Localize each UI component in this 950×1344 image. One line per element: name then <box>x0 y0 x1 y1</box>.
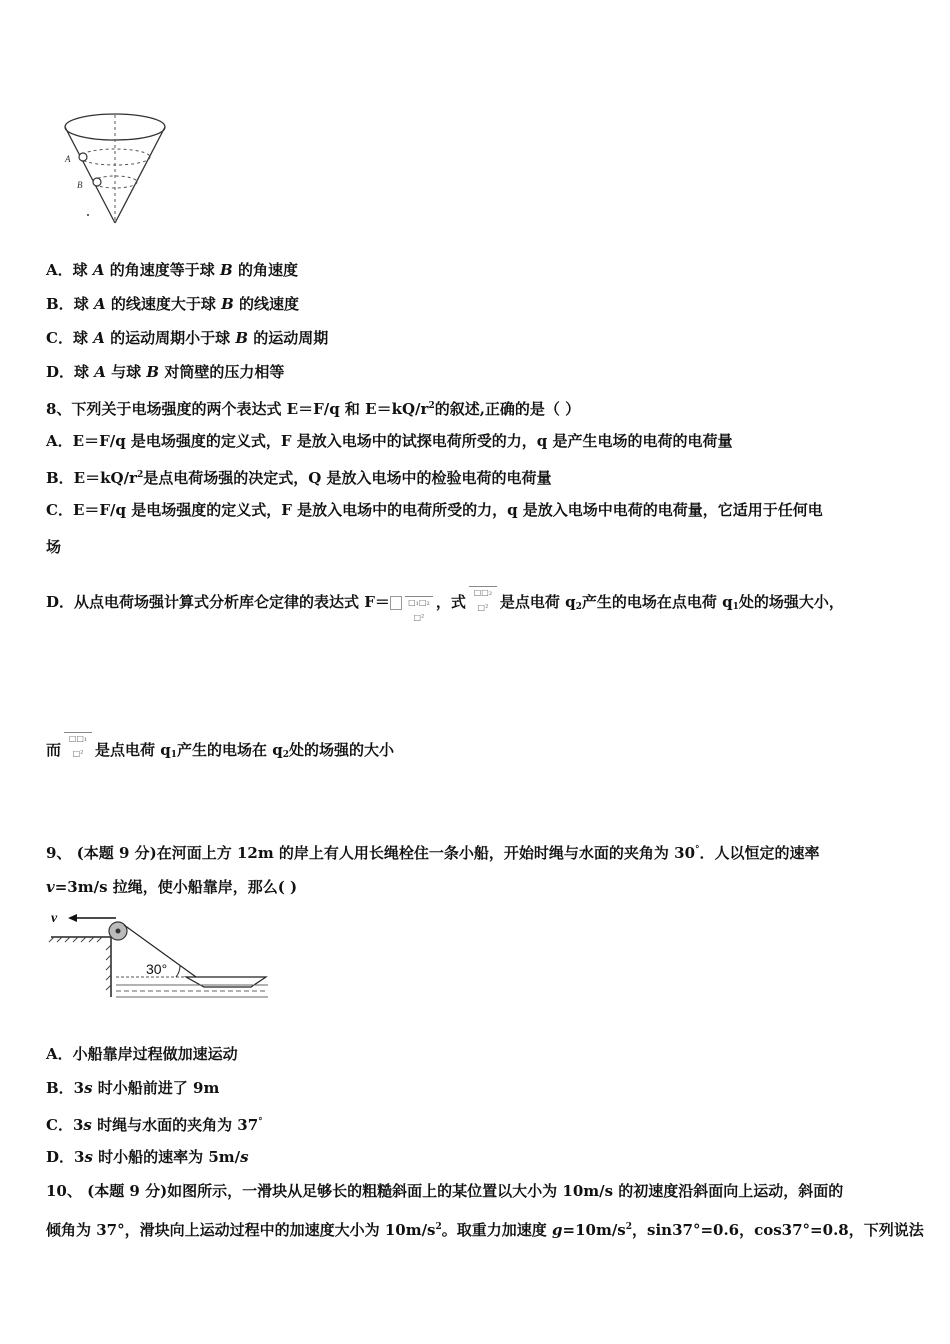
ball-a-label: A <box>65 154 71 164</box>
q8-option-b: B．$E=kQ/r^2$是点电荷场强的决定式，Q 是放入电场中的检验电荷的电荷量 <box>46 469 552 487</box>
fraction-field-q1: □□₁ □² <box>61 719 95 759</box>
q9-option-d: D．3s 时小船的速率为 5m/s <box>46 1148 249 1166</box>
q9-option-a: A．小船靠岸过程做加速运动 <box>46 1045 238 1063</box>
cone-figure <box>55 105 175 230</box>
q9-option-b: B．3s 时小船前进了 9m <box>46 1079 220 1097</box>
velocity-label: v <box>51 911 58 926</box>
q9-option-c: C．3s 时绳与水面的夹角为 37° <box>46 1116 263 1134</box>
q10-stem-line1: 10、 (本题 9 分)如图所示，一滑块从足够长的粗糙斜面上的某位置以大小为 10m/s 的初速度沿斜面向上运动，斜面的 <box>46 1182 844 1200</box>
q9-stem-line1: 9、 (本题 9 分)在河面上方 12m 的岸上有人用长绳栓住一条小船，开始时绳与水面的夹角为 30°．人以恒定的速率 <box>46 844 820 862</box>
q8-stem: 8、下列关于电场强度的两个表达式 E＝F/q 和 $E=kQ/r^2$的叙述,正确的是（ ） <box>46 400 581 418</box>
q7-option-a: A．球 A 的角速度等于球 B 的角速度 <box>46 261 298 279</box>
q8-option-d-line1: D．从点电荷场强计算式分析库仑定律的表达式 F＝ □₁□₂ □² ，式 □□₂ □² 是点电荷 $q_2$产生的电场在点电荷 $q_1$处的场强大小， <box>46 582 844 627</box>
q8-option-a: A．E＝F/q 是电场强度的定义式，F 是放入电场中的试探电荷所受的力，q 是产生电场的电荷的电荷量 <box>46 432 733 450</box>
q7-option-c: C．球 A 的运动周期小于球 B 的运动周期 <box>46 329 329 347</box>
q10-stem-line2: 倾角为 37°，滑块向上运动过程中的加速度大小为 $10m/s^2$。取重力加速度 $g=10m/s^2$，sin37°=0.6，cos37°=0.8，下列说法 <box>46 1221 924 1239</box>
q8-option-c-line1: C．E＝F/q 是电场强度的定义式，F 是放入电场中的电荷所受的力，q 是放入电场中电荷的电荷量，它适用于任何电 <box>46 501 823 519</box>
boat-rope-figure <box>46 905 271 1005</box>
ball-b-label: B <box>77 180 83 190</box>
q7-option-b: B．球 A 的线速度大于球 B 的线速度 <box>46 295 299 313</box>
fraction-field-q2: □□₂ □² <box>466 573 500 613</box>
angle-label: 30° <box>146 961 168 977</box>
q8-option-c-line2: 场 <box>46 538 62 556</box>
placeholder-glyph <box>390 596 402 610</box>
fraction-coulomb: □₁□₂ □² <box>402 583 436 623</box>
q7-option-d: D．球 A 与球 B 对筒壁的压力相等 <box>46 363 285 381</box>
q8-option-d-line2: 而 □□₁ □² 是点电荷 $q_1$产生的电场在 $q_2$处的场强的大小 <box>46 730 394 775</box>
q9-stem-line2: v=3m/s 拉绳，使小船靠岸，那么( ) <box>46 878 298 896</box>
